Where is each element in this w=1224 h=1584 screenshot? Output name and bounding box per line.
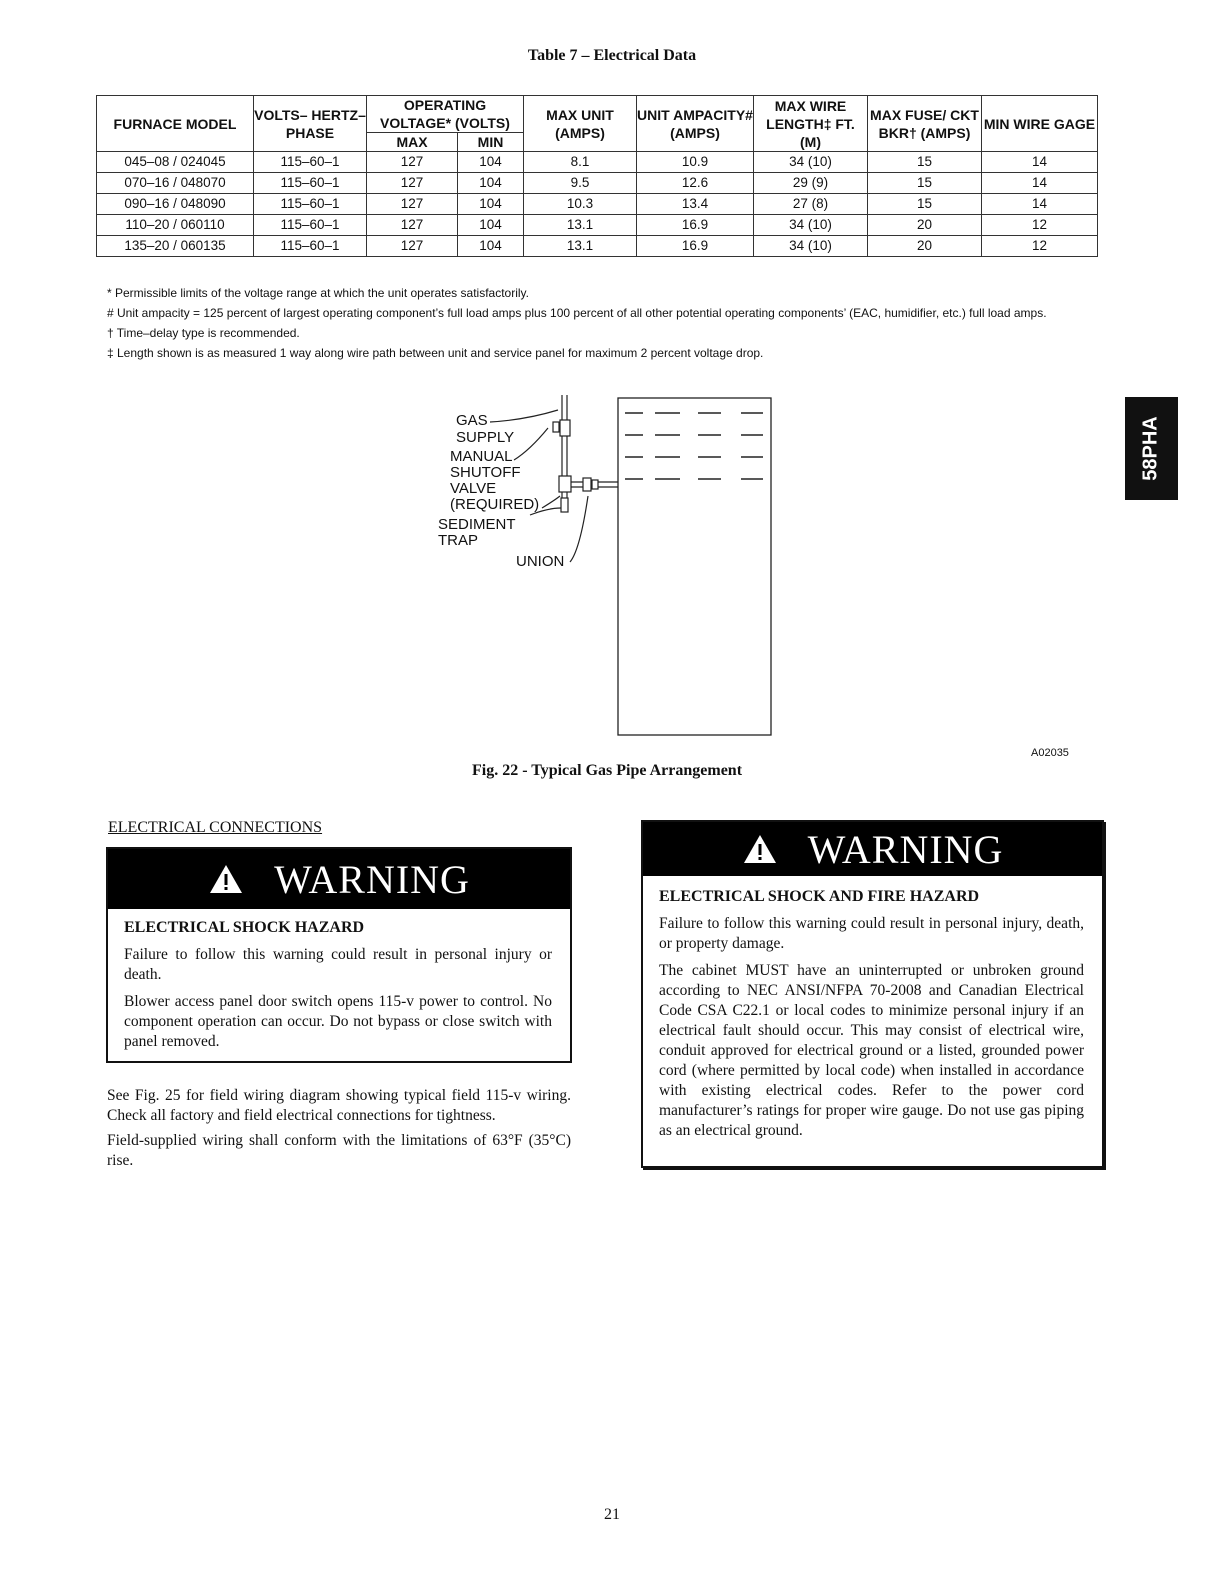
table-row [97,215,1098,236]
header-max: MAX [367,133,458,152]
table-cell: 20 [868,236,982,257]
figure-code: A02035 [1031,747,1069,759]
table-cell: 070–16 / 048070 [97,173,254,194]
body-paragraph: See Fig. 25 for field wiring diagram showing typical field 115-v wiring. Check all factory and field electrical connections for tightness. [107,1087,571,1124]
table-cell: 13.4 [637,194,754,215]
table-cell: 15 [868,173,982,194]
cabinet-louvers [625,413,763,479]
warning-box-shock-and-fire [641,820,1104,1168]
table-cell: 34 (10) [754,236,868,257]
table-cell: 127 [367,152,458,173]
warning-banner [108,849,570,909]
label-valve: VALVE [450,480,497,497]
table-cell: 127 [367,194,458,215]
table-footnotes [107,283,1097,363]
header-max-unit-amps: MAX UNIT (AMPS) [524,96,637,152]
header-min-wire-gage: MIN WIRE GAGE [982,96,1098,152]
table-cell: 34 (10) [754,215,868,236]
table-cell: 12 [982,215,1098,236]
table-cell: 115–60–1 [254,215,367,236]
section-heading: ELECTRICAL CONNECTIONS [108,819,323,836]
table-cell: 10.3 [524,194,637,215]
table-cell: 110–20 / 060110 [97,215,254,236]
table-cell: 104 [458,236,524,257]
label-trap: TRAP [438,532,479,549]
table-cell: 34 (10) [754,152,868,173]
table-cell: 14 [982,194,1098,215]
label-gas: GAS [456,412,488,429]
warning-banner-label: WARNING [807,826,1004,872]
table-cell: 115–60–1 [254,173,367,194]
table-cell: 14 [982,152,1098,173]
table-cell: 12 [982,236,1098,257]
valve-handle [553,422,559,432]
table-cell: 8.1 [524,152,637,173]
figure-caption: Fig. 22 - Typical Gas Pipe Arrangement [471,762,743,779]
table-cell: 16.9 [637,236,754,257]
warning-paragraph: Failure to follow this warning could result in personal injury or death. [124,946,552,983]
warning-paragraph: Failure to follow this warning could result in personal injury, death, or property damage. [659,915,1084,952]
header-operating-voltage: OPERATING VOLTAGE* (VOLTS) [367,96,524,133]
header-unit-ampacity: UNIT AMPACITY# (AMPS) [637,96,754,152]
table-cell: 104 [458,173,524,194]
footnote: * Permissible limits of the voltage range at which the unit operates satisfactorily. [107,286,529,300]
table-cell: 127 [367,173,458,194]
header-volts-hertz-phase: VOLTS– HERTZ– PHASE [254,96,367,152]
footnote: # Unit ampacity = 125 percent of largest operating component’s full load amps plus 100 percent of all other potential operating components’ (EAC, humidifier, etc.) full load amps. [107,306,1047,320]
table-cell: 27 (8) [754,194,868,215]
gas-pipe [553,395,618,512]
table-row [97,152,1098,173]
table-row [97,236,1098,257]
warning-title: ELECTRICAL SHOCK AND FIRE HAZARD [659,888,980,905]
table-cell: 13.1 [524,236,637,257]
table-cell: 20 [868,215,982,236]
warning-triangle-icon [742,833,778,865]
table-cell: 16.9 [637,215,754,236]
body-paragraph: Field-supplied wiring shall conform with the limitations of 63°F (35°C) rise. [107,1132,571,1169]
table-title: Table 7 – Electrical Data [527,47,697,64]
table-cell: 115–60–1 [254,152,367,173]
table-row [97,194,1098,215]
header-max-fuse: MAX FUSE/ CKT BKR† (AMPS) [868,96,982,152]
warning-banner [643,822,1102,876]
side-tab [1125,397,1178,500]
table-cell: 10.9 [637,152,754,173]
union-fitting [583,478,591,491]
table-cell: 115–60–1 [254,236,367,257]
label-sediment: SEDIMENT [438,516,516,533]
table-cell: 135–20 / 060135 [97,236,254,257]
table-cell: 104 [458,152,524,173]
sediment-trap [561,498,568,512]
header-furnace-model: FURNACE MODEL [97,96,254,152]
gas-pipe-figure [430,390,780,740]
warning-box-electrical-shock [106,847,572,1063]
furnace-cabinet [618,398,771,735]
electrical-data-table [96,95,1098,257]
label-supply: SUPPLY [456,429,515,446]
table-cell: 14 [982,173,1098,194]
table-cell: 045–08 / 024045 [97,152,254,173]
warning-paragraph: The cabinet MUST have an uninterrupted or unbroken ground according to NEC ANSI/NFPA 70-2008 and Canadian Electrical Code CSA C22.1 or local codes to minimize personal injury if an electrical fault should occur. This may consist of electrical wire, conduit approved for electrical ground or a listed, grounded power cord (where permitted by local code) when installed in accordance with existing electrical codes. Refer to the power cord manufacturer’s ratings for proper wire gauge. Do not use gas piping as an electrical ground. [659,962,1084,1139]
table-cell: 104 [458,194,524,215]
footnote: † Time–delay type is recommended. [107,326,300,340]
table-cell: 29 (9) [754,173,868,194]
table-cell: 104 [458,215,524,236]
table-cell: 127 [367,215,458,236]
manual-shutoff-valve [560,420,570,436]
warning-paragraph: Blower access panel door switch opens 115-v power to control. No component operation can occur. Do not bypass or close switch with panel removed. [124,993,552,1050]
label-required: (REQUIRED) [450,496,540,513]
label-manual: MANUAL [450,448,513,465]
table-row [97,173,1098,194]
header-min: MIN [458,133,524,152]
table-cell: 15 [868,152,982,173]
page-number: 21 [604,1506,620,1523]
table-cell: 127 [367,236,458,257]
table-cell: 9.5 [524,173,637,194]
warning-banner-label: WARNING [274,856,470,902]
side-tab-label: 58PHA [1140,416,1163,481]
label-union: UNION [516,553,565,570]
body-text [107,1086,571,1176]
footnote: ‡ Length shown is as measured 1 way along wire path between unit and service panel for maximum 2 percent voltage drop. [107,346,764,360]
table-cell: 15 [868,194,982,215]
table-cell: 12.6 [637,173,754,194]
label-shutoff: SHUTOFF [450,464,521,481]
warning-title: ELECTRICAL SHOCK HAZARD [124,919,365,936]
header-max-wire-length: MAX WIRE LENGTH‡ FT. (M) [754,96,868,152]
table-cell: 090–16 / 048090 [97,194,254,215]
table-cell: 13.1 [524,215,637,236]
table-cell: 115–60–1 [254,194,367,215]
warning-triangle-icon [208,863,244,895]
pipe-tee [559,476,571,492]
